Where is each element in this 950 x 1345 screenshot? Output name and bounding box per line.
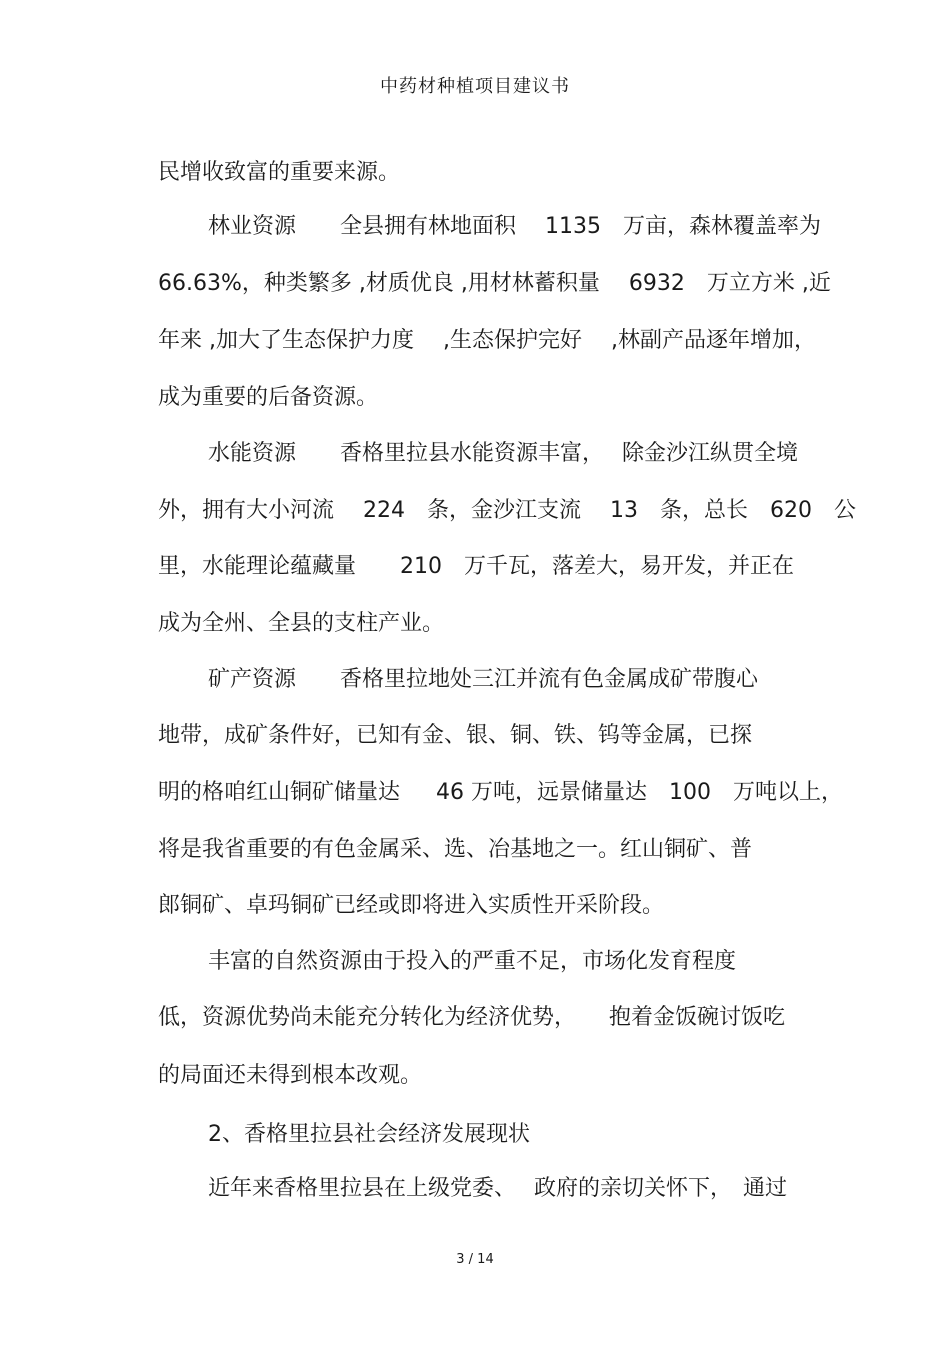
- page-number: 3 / 14: [456, 1252, 494, 1267]
- text-line: 将是我省重要的有色金属采、选、冶基地之一。红山铜矿、普: [158, 837, 753, 862]
- document-header-title: 中药材种植项目建议书: [380, 76, 570, 97]
- text-line: 林业资源 全县拥有林地面积 1135 万亩，森林覆盖率为: [208, 214, 821, 239]
- text-line: 郎铜矿、卓玛铜矿已经或即将进入实质性开采阶段。: [158, 893, 665, 918]
- text-line: 的局面还未得到根本改观。: [158, 1063, 423, 1088]
- text-line: 成为重要的后备资源。: [158, 385, 379, 410]
- text-line: 明的格咱红山铜矿储量达 46 万吨，远景储量达 100 万吨以上，: [158, 780, 843, 805]
- text-line: 矿产资源 香格里拉地处三江并流有色金属成矿带腹心: [208, 667, 759, 692]
- text-line: 年来 ,加大了生态保护力度 ,生态保护完好 ,林副产品逐年增加，: [158, 328, 816, 353]
- section-heading: 2、香格里拉县社会经济发展现状: [208, 1122, 530, 1147]
- text-line: 外，拥有大小河流 224 条，金沙江支流 13 条，总长 620 公: [158, 498, 856, 523]
- text-line: 地带，成矿条件好，已知有金、银、铜、铁、钨等金属，已探: [158, 723, 753, 748]
- text-line: 低，资源优势尚未能充分转化为经济优势， 抱着金饭碗讨饭吃: [158, 1005, 786, 1030]
- text-line: 成为全州、全县的支柱产业。: [158, 611, 445, 636]
- text-line: 近年来香格里拉县在上级党委、 政府的亲切关怀下， 通过: [208, 1176, 787, 1201]
- text-line: 里，水能理论蕴藏量 210 万千瓦，落差大，易开发，并正在: [158, 554, 794, 579]
- text-line: 民增收致富的重要来源。: [158, 160, 401, 185]
- text-line: 66.63%，种类繁多 ,材质优良 ,用材林蓄积量 6932 万立方米 ,近: [158, 271, 831, 296]
- text-line: 水能资源 香格里拉县水能资源丰富， 除金沙江纵贯全境: [208, 441, 798, 466]
- text-line: 丰富的自然资源由于投入的严重不足，市场化发育程度: [208, 949, 737, 974]
